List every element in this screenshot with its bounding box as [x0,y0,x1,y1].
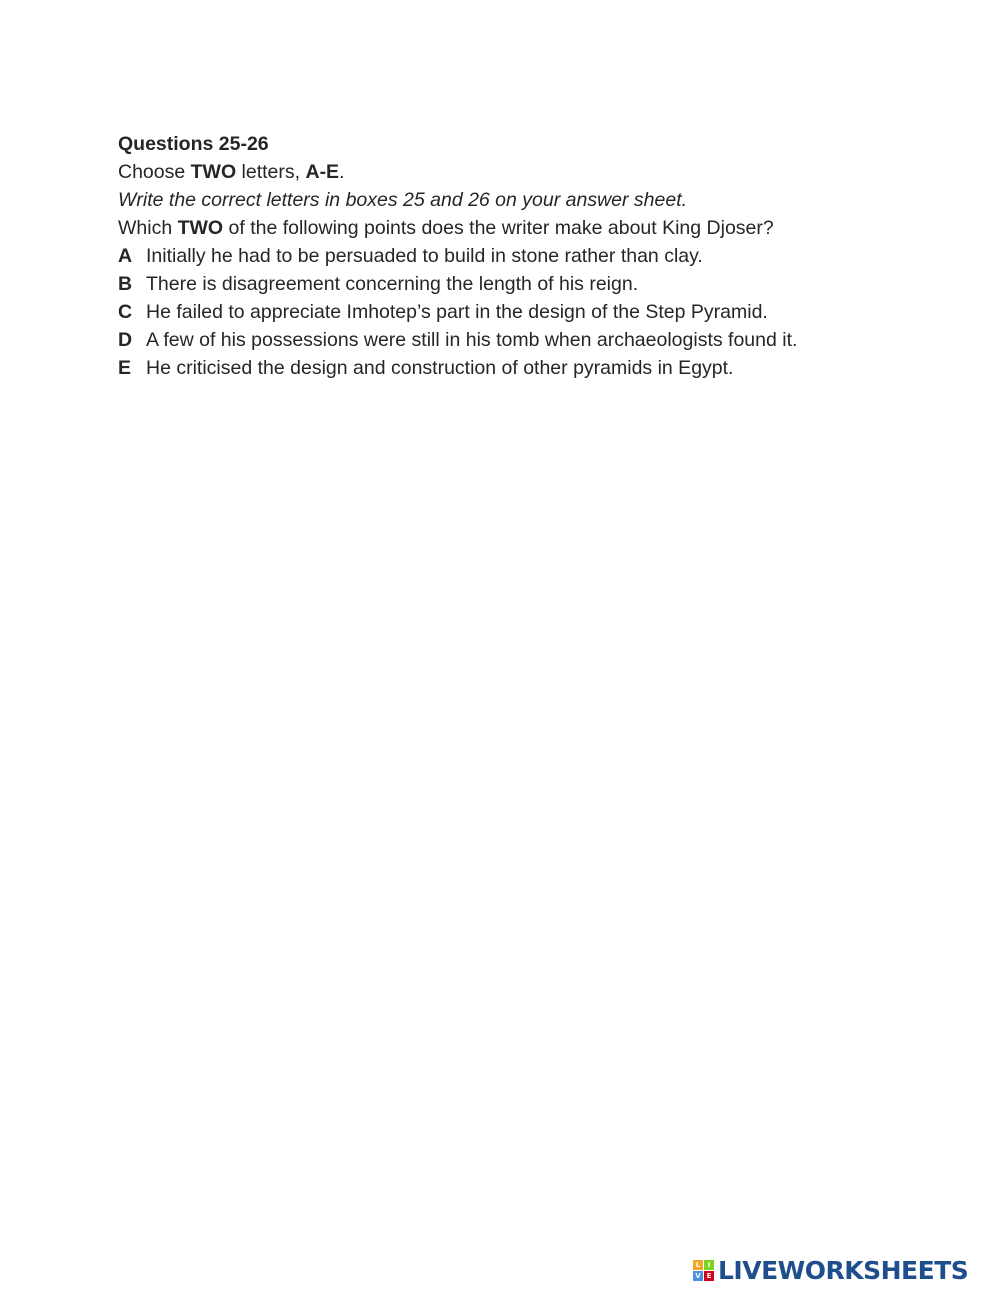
logo-cell-l: L [693,1260,703,1270]
option-letter: C [118,301,133,323]
option-b [118,270,978,298]
instruction-choose [118,158,978,186]
option-letter: A [118,245,133,267]
option-c [118,298,978,326]
logo-cell-e: E [704,1271,714,1281]
logo-cell-i: I [704,1260,714,1270]
option-a [118,242,978,270]
instruction-choose-mid: letters, [236,161,306,183]
option-letter: B [118,273,133,295]
instruction-choose-pre: Choose [118,161,191,183]
logo-cell-v: V [693,1271,703,1281]
worksheet-content [118,130,978,382]
instruction-write: Write the correct letters in boxes 25 and 26 on your answer sheet. [118,189,688,211]
question-pre: Which [118,217,178,239]
option-text: Initially he had to be persuaded to build in stone rather than clay. [146,245,703,267]
option-text: He failed to appreciate Imhotep’s part in the design of the Step Pyramid. [146,301,768,323]
liveworksheets-logo [693,1255,968,1285]
question-text [118,214,978,242]
option-d [118,326,978,354]
instruction-choose-count: TWO [190,161,237,183]
option-text: He criticised the design and construction of other pyramids in Egypt. [146,357,734,379]
logo-grid-icon [693,1260,714,1281]
instruction-choose-range: A-E [305,161,340,183]
question-count: TWO [177,217,224,239]
question-post: of the following points does the writer make about King Djoser? [223,217,774,239]
questions-heading: Questions 25-26 [118,133,269,155]
logo-text: LIVEWORKSHEETS [718,1255,969,1285]
option-e [118,354,978,382]
option-text: There is disagreement concerning the length of his reign. [146,273,639,295]
option-text: A few of his possessions were still in his tomb when archaeologists found it. [146,329,798,351]
option-letter: E [118,357,132,379]
instruction-choose-post: . [339,161,345,183]
option-letter: D [118,329,133,351]
